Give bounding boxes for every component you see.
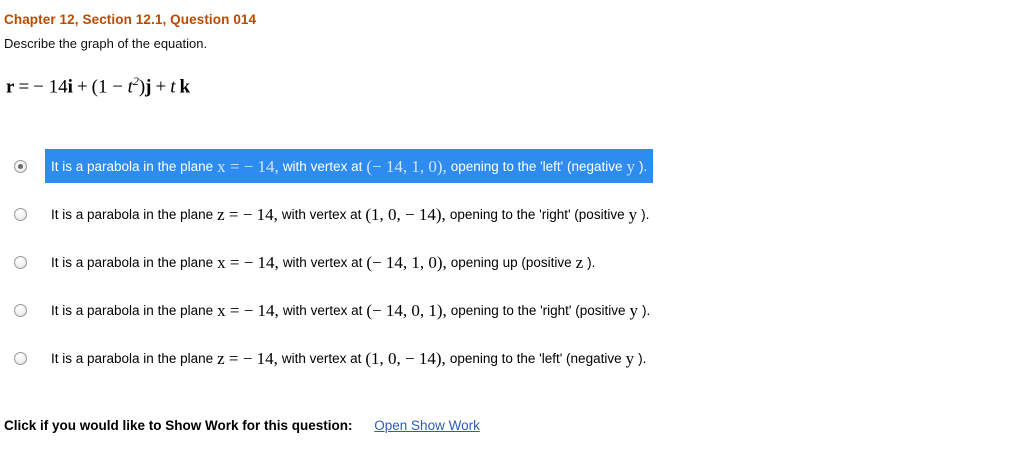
equation-coefficient: − 14 (33, 76, 68, 98)
option-5-part-1: It is a parabola in the plane (51, 351, 214, 367)
radio-button-2[interactable] (14, 208, 27, 221)
equation-i-hat: i (67, 76, 73, 98)
option-1-vertex: (− 14, 1, 0), (366, 157, 447, 177)
option-5-vertex: (1, 0, − 14), (365, 349, 446, 369)
option-3-part-2: with vertex at (282, 255, 363, 271)
option-1-plane-equation: x = − 14, (217, 157, 279, 177)
option-3-axis: z (575, 253, 584, 273)
answer-option-2-text[interactable] (45, 197, 655, 231)
option-4-part-1: It is a parabola in the plane (51, 303, 214, 319)
answer-option-2[interactable] (4, 190, 1024, 238)
equation-k-hat: k (179, 76, 191, 98)
answer-option-1[interactable] (4, 142, 1024, 190)
option-2-part-3: opening to the 'right' (positive (449, 207, 625, 223)
option-1-axis: y (626, 157, 636, 177)
equation-plus-1: + (76, 76, 88, 98)
answer-option-1-text[interactable] (45, 149, 653, 183)
option-3-part-3: opening up (positive (450, 255, 572, 271)
option-3-vertex: (− 14, 1, 0), (366, 253, 447, 273)
equation-plus-2: + (155, 76, 167, 98)
question-prompt: Describe the graph of the equation. (4, 36, 208, 51)
option-1-part-1: It is a parabola in the plane (51, 159, 214, 175)
answer-option-5-text[interactable] (45, 341, 652, 375)
equation-t-1: t (127, 76, 133, 98)
option-4-part-3: opening to the 'right' (positive (450, 303, 626, 319)
answer-options (4, 142, 1024, 382)
equation-t-2: t (170, 76, 176, 98)
option-1-part-3: opening to the 'left' (negative (450, 159, 623, 175)
option-4-plane-equation: x = − 14, (217, 301, 279, 321)
open-show-work-link[interactable]: Open Show Work (374, 418, 480, 433)
question-header: Chapter 12, Section 12.1, Question 014 (4, 12, 257, 27)
equation-paren-open: (1 − (91, 76, 128, 98)
option-5-part-3: opening to the 'left' (negative (449, 351, 622, 367)
answer-option-3-text[interactable] (45, 245, 601, 279)
option-3-plane-equation: x = − 14, (217, 253, 279, 273)
equation-exponent: 2 (132, 75, 139, 88)
option-2-part-1: It is a parabola in the plane (51, 207, 214, 223)
radio-button-1[interactable] (14, 160, 27, 173)
answer-option-5[interactable] (4, 334, 1024, 382)
show-work-label: Click if you would like to Show Work for this question: (4, 418, 353, 433)
option-5-axis: y (625, 349, 635, 369)
option-1-part-2: with vertex at (282, 159, 363, 175)
show-work-footer (4, 418, 480, 433)
option-5-part-2: with vertex at (281, 351, 362, 367)
option-4-part-4: ). (642, 303, 651, 319)
option-4-vertex: (− 14, 0, 1), (366, 301, 447, 321)
equation-j-hat: j (145, 76, 152, 98)
answer-option-4-text[interactable] (45, 293, 656, 327)
option-4-part-2: with vertex at (282, 303, 363, 319)
answer-option-4[interactable] (4, 286, 1024, 334)
option-3-part-1: It is a parabola in the plane (51, 255, 214, 271)
option-5-part-4: ). (638, 351, 647, 367)
equation-lhs: r (6, 76, 15, 98)
option-3-part-4: ). (587, 255, 596, 271)
radio-button-4[interactable] (14, 304, 27, 317)
option-2-part-4: ). (641, 207, 650, 223)
radio-button-5[interactable] (14, 352, 27, 365)
equation (6, 75, 1024, 98)
option-2-part-2: with vertex at (281, 207, 362, 223)
option-2-plane-equation: z = − 14, (217, 205, 278, 225)
option-2-vertex: (1, 0, − 14), (365, 205, 446, 225)
equation-paren-close: ) (138, 76, 146, 98)
equation-equals: = (18, 76, 30, 98)
option-2-axis: y (628, 205, 638, 225)
option-4-axis: y (629, 301, 639, 321)
option-1-part-4: ). (639, 159, 648, 175)
option-5-plane-equation: z = − 14, (217, 349, 278, 369)
answer-option-3[interactable] (4, 238, 1024, 286)
radio-button-3[interactable] (14, 256, 27, 269)
